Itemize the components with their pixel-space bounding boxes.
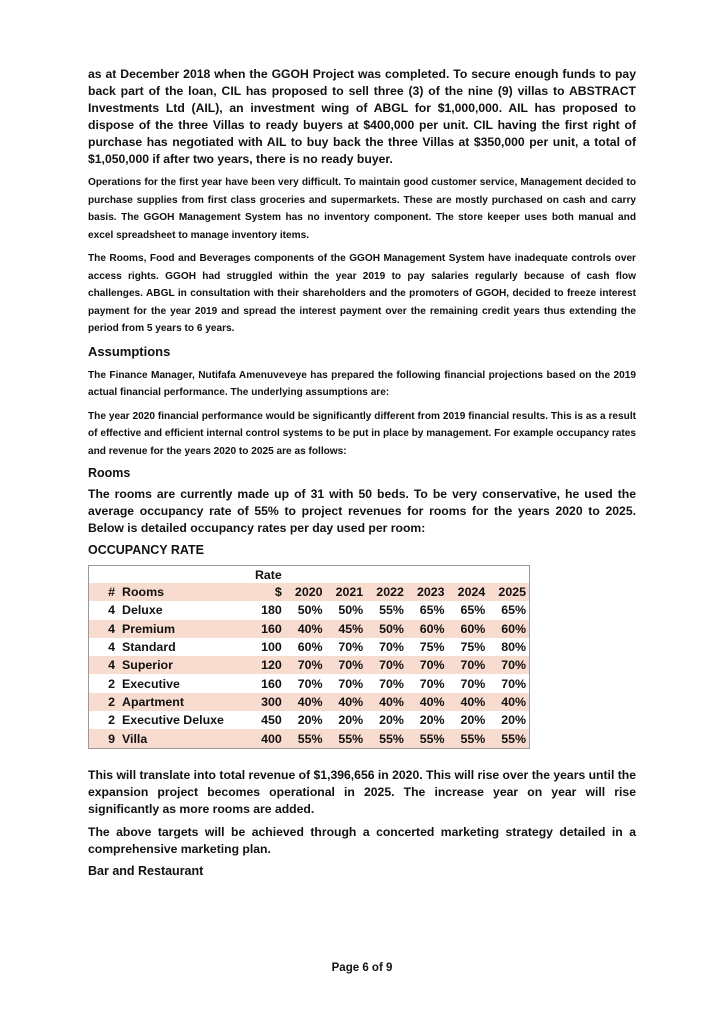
occupancy-value: 70%	[488, 656, 529, 674]
room-count: 4	[108, 640, 115, 655]
occupancy-table-container	[88, 565, 530, 749]
occupancy-value: 70%	[379, 676, 404, 691]
occupancy-value: 40%	[285, 620, 326, 638]
room-name: Executive Deluxe	[122, 713, 224, 728]
table-row	[89, 711, 529, 729]
paragraph-marketing: The above targets will be achieved through a concerted marketing strategy detailed in a comprehensive marketing plan.	[88, 824, 636, 856]
occupancy-value: 55%	[379, 603, 404, 618]
occupancy-value: 60%	[488, 620, 529, 638]
room-rate: 160	[245, 620, 285, 638]
room-count: 2	[108, 676, 115, 691]
occupancy-value: 60%	[407, 620, 448, 638]
document-page	[88, 66, 636, 884]
table-row	[89, 620, 529, 638]
room-rate: 160	[261, 676, 282, 691]
occupancy-value: 60%	[297, 640, 323, 655]
occupancy-value: 75%	[419, 640, 445, 655]
occupancy-value: 55%	[285, 729, 326, 747]
room-name: Villa	[119, 729, 245, 747]
occupancy-value: 40%	[285, 693, 326, 711]
occupancy-value: 70%	[297, 676, 323, 691]
occupancy-value: 70%	[407, 656, 448, 674]
header-rate: $	[245, 583, 285, 601]
room-count: 9	[89, 729, 119, 747]
occupancy-value: 55%	[366, 729, 407, 747]
bar-restaurant-heading: Bar and Restaurant	[88, 863, 204, 878]
occupancy-value: 40%	[407, 693, 448, 711]
occupancy-value: 60%	[448, 620, 489, 638]
occupancy-value: 70%	[501, 676, 526, 691]
occupancy-value: 50%	[338, 603, 364, 618]
occupancy-value: 40%	[326, 693, 367, 711]
occupancy-value: 70%	[379, 640, 404, 655]
occupancy-rate-heading: OCCUPANCY RATE	[88, 543, 204, 557]
paragraph-revenue: This will translate into total revenue of $1,396,656 in 2020. This will rise over the years until the expansion project becomes operational in 2025. The increase year on year will rise significantly as more rooms are added.	[88, 767, 636, 816]
room-rate: 120	[245, 656, 285, 674]
paragraph-operations: Operations for the first year have been very difficult. To maintain good customer service, Management decided to purchase supplies from first class groceries and supermarkets. These are mostly purchased on cash and carry basis. The GGOH Management System has no inventory component. The store keeper uses both manual and excel spreadsheet to manage inventory items.	[88, 177, 636, 241]
table-row	[89, 638, 529, 656]
room-name: Deluxe	[122, 603, 163, 618]
occupancy-value: 20%	[297, 713, 323, 728]
rooms-heading: Rooms	[88, 466, 131, 480]
occupancy-table	[89, 566, 529, 748]
header-year: 2020	[285, 583, 326, 601]
occupancy-value: 50%	[297, 603, 323, 618]
room-count: 2	[108, 713, 115, 728]
occupancy-value: 70%	[460, 676, 486, 691]
table-row	[89, 674, 529, 692]
paragraph-controls: The Rooms, Food and Beverages components of the GGOH Management System have inadequate controls over access rights. GGOH had struggled within the year 2019 to pay salaries regularly because of cash flow challenges. ABGL in consultation with their shareholders and the promoters of GGOH, decided to freeze interest payment for the year 2019 and spread the interest payment over the remaining credit years thus extending the period from 5 years to 6 years.	[88, 253, 636, 334]
room-count: 4	[108, 603, 115, 618]
room-rate: 300	[245, 693, 285, 711]
room-count: 2	[89, 693, 119, 711]
occupancy-value: 70%	[326, 656, 367, 674]
room-name: Premium	[119, 620, 245, 638]
occupancy-value: 65%	[501, 603, 526, 618]
occupancy-value: 70%	[285, 656, 326, 674]
room-name: Apartment	[119, 693, 245, 711]
occupancy-value: 55%	[326, 729, 367, 747]
occupancy-value: 70%	[448, 656, 489, 674]
room-rate: 100	[261, 640, 282, 655]
occupancy-value: 70%	[366, 656, 407, 674]
occupancy-value: 50%	[366, 620, 407, 638]
occupancy-value: 75%	[460, 640, 486, 655]
occupancy-value: 20%	[501, 713, 526, 728]
header-count: #	[89, 583, 119, 601]
room-count: 4	[89, 620, 119, 638]
occupancy-value: 40%	[448, 693, 489, 711]
occupancy-value: 70%	[338, 676, 364, 691]
room-rate: 180	[261, 603, 282, 618]
table-row	[89, 729, 529, 747]
room-name: Executive	[122, 676, 180, 691]
occupancy-value: 20%	[419, 713, 445, 728]
room-count: 4	[89, 656, 119, 674]
occupancy-value: 45%	[326, 620, 367, 638]
table-rate-label-row	[89, 566, 529, 583]
occupancy-value: 55%	[448, 729, 489, 747]
paragraph-loan-villas: as at December 2018 when the GGOH Project was completed. To secure enough funds to pay back part of the loan, CIL has proposed to sell three (3) of the nine (9) villas to ABSTRACT Investments Ltd (AIL), an investment wing of ABGL for $1,000,000. AIL has proposed to dispose of the three Villas to ready buyers at $400,000 per unit. CIL having the first right of purchase has negotiated with AIL to buy back the three Villas at $350,000 per unit, a total of $1,050,000 if after two years, there is no ready buyer.	[88, 67, 636, 166]
header-year: 2025	[488, 583, 529, 601]
occupancy-value: 70%	[338, 640, 364, 655]
occupancy-value: 65%	[460, 603, 486, 618]
table-row	[89, 601, 529, 619]
header-rooms: Rooms	[119, 583, 245, 601]
header-year: 2022	[366, 583, 407, 601]
assumptions-heading: Assumptions	[88, 343, 171, 359]
paragraph-finance-manager: The Finance Manager, Nutifafa Amenuveveye has prepared the following financial projections based on the 2019 actual financial performance. The underlying assumptions are:	[88, 369, 636, 398]
occupancy-value: 40%	[366, 693, 407, 711]
room-name: Superior	[119, 656, 245, 674]
room-rate: 400	[245, 729, 285, 747]
page-number: Page 6 of 9	[331, 962, 393, 974]
header-year: 2024	[448, 583, 489, 601]
paragraph-2020-performance: The year 2020 financial performance would be significantly different from 2019 financial results. This is as a result of effective and efficient internal control systems to be put in place by management. For example occupancy rates and revenue for the years 2020 to 2025 are as follows:	[88, 410, 637, 457]
table-row	[89, 656, 529, 674]
occupancy-value: 20%	[338, 713, 364, 728]
occupancy-value: 20%	[460, 713, 486, 728]
table-header-row	[89, 583, 529, 601]
room-name: Standard	[122, 640, 176, 655]
occupancy-value: 55%	[407, 729, 448, 747]
occupancy-value: 65%	[419, 603, 445, 618]
occupancy-value: 40%	[488, 693, 529, 711]
occupancy-value: 55%	[488, 729, 529, 747]
header-year: 2021	[326, 583, 367, 601]
header-year: 2023	[407, 583, 448, 601]
occupancy-value: 20%	[379, 713, 404, 728]
occupancy-value: 80%	[501, 640, 526, 655]
rate-label: Rate	[254, 567, 282, 582]
table-row	[89, 693, 529, 711]
occupancy-value: 70%	[419, 676, 445, 691]
room-rate: 450	[261, 713, 282, 728]
paragraph-rooms: The rooms are currently made up of 31 with 50 beds. To be very conservative, he used the average occupancy rate of 55% to project revenues for rooms for the years 2020 to 2025. Below is detailed occupancy rates per day used per room:	[88, 487, 636, 535]
